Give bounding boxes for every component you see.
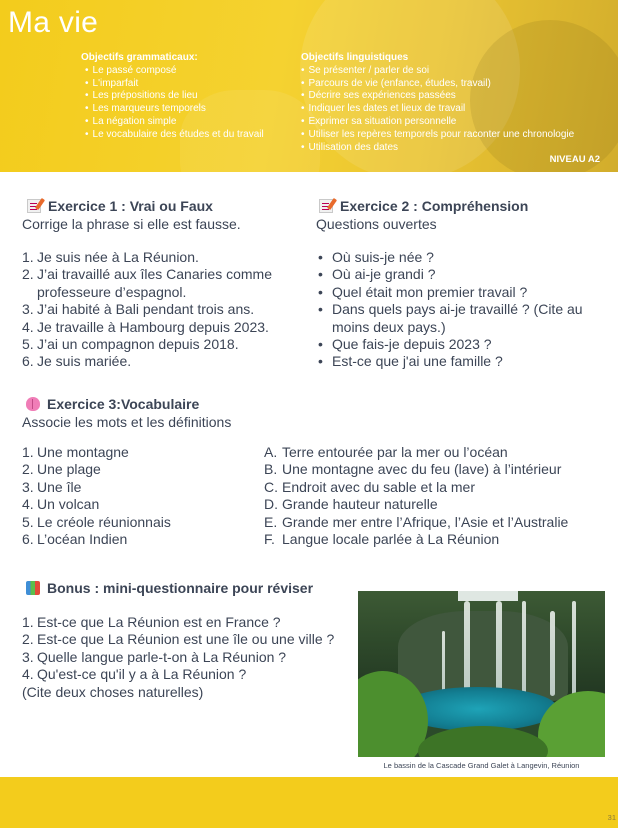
list-item: 5. J’ai un compagnon depuis 2018. [22,336,239,353]
list-item: • Quel était mon premier travail ? [318,283,528,300]
linguistic-objectives-heading: Objectifs linguistiques [301,52,409,63]
bonus-note: (Cite deux choses naturelles) [22,684,204,700]
exercise-1-instruction: Corrige la phrase si elle est fausse. [22,216,241,232]
list-item: 4. Je travaille à Hambourg depuis 2023. [22,318,269,335]
list-item: • Où ai-je grandi ? [318,266,436,283]
objective-item: • Le passé composé [81,65,264,78]
footer-band [0,777,618,828]
objective-item: • Le vocabulaire des études et du travail [81,129,264,142]
linguistic-objectives [301,52,574,154]
list-item: A. Terre entourée par la mer ou l’océan [264,444,508,460]
page-number: 31 [607,813,616,822]
list-item: 3. Quelle langue parle-t-on à La Réunion ? [22,648,287,665]
list-item: 5. Le créole réunionnais [22,513,171,530]
objective-item: • Utilisation des dates [301,142,574,155]
objective-item: • L'imparfait [81,78,264,91]
list-item: 2. Une plage [22,461,101,478]
bonus-list [22,614,352,684]
objective-item: • Utiliser les repères temporels pour raconter une chronologie [301,129,574,142]
exercise-3-title [26,396,199,412]
list-item: E. Grande mer entre l’Afrique, l’Asie et l’Australie [264,513,569,530]
list-item: 4. Un volcan [22,496,100,513]
brain-icon [26,397,40,411]
objective-item: • Les prépositions de lieu [81,90,264,103]
books-icon [26,581,40,595]
list-item: D. Grande hauteur naturelle [264,496,438,513]
objective-item: • Exprimer sa situation personnelle [301,116,574,129]
exercise-1-title [27,198,213,214]
grammar-objectives-list [81,65,264,142]
page-title: Ma vie [8,6,99,39]
objective-item: • Indiquer les dates et lieux de travail [301,103,574,116]
list-item: 6. L’océan Indien [22,531,128,548]
list-item: • Dans quels pays ai-je travaillé ? (Cite au moins deux pays.) [318,301,583,335]
linguistic-objectives-list [301,65,574,155]
exercise-3-title-text: Exercice 3:Vocabulaire [47,396,200,412]
bonus-title-text: Bonus : mini-questionnaire pour réviser [47,580,314,596]
header-banner [0,0,618,172]
list-item: 1. Une montagne [22,444,129,460]
memo-icon [319,199,333,213]
vocabulary-definitions-list [264,444,604,548]
list-item: 6. Je suis mariée. [22,353,132,370]
objective-item: • La négation simple [81,116,264,129]
exercise-2-title [319,198,528,214]
list-item: 2. Est-ce que La Réunion est une île ou une ville ? [22,631,335,648]
list-item: 3. J’ai habité à Bali pendant trois ans. [22,301,255,318]
list-item: 2. J’ai travaillé aux îles Canaries comme professeure d’espagnol. [22,266,272,300]
exercise-1-title-text: Exercice 1 : Vrai ou Faux [48,198,213,214]
list-item: 1. Est-ce que La Réunion est en France ? [22,614,281,630]
objective-item: • Se présenter / parler de soi [301,65,574,78]
list-item: 3. Une île [22,478,82,495]
exercise-2-instruction: Questions ouvertes [316,216,437,232]
bonus-title [26,580,313,596]
list-item: • Que fais-je depuis 2023 ? [318,336,492,353]
vocabulary-words-list [22,444,242,548]
list-item: • Où suis-je née ? [318,249,434,265]
exercise-2-title-text: Exercice 2 : Compréhension [340,198,529,214]
objective-item: • Parcours de vie (enfance, études, travail) [301,78,574,91]
objective-item: • Les marqueurs temporels [81,103,264,116]
level-badge: NIVEAU A2 [549,154,600,165]
list-item: C. Endroit avec du sable et la mer [264,478,475,495]
list-item: F. Langue locale parlée à La Réunion [264,531,500,548]
grammar-objectives [81,52,264,142]
list-item: 1. Je suis née à La Réunion. [22,249,199,265]
exercise-3-instruction: Associe les mots et les définitions [22,414,232,430]
waterfall-photo [358,591,605,757]
objective-item: • Décrire ses expériences passées [301,90,574,103]
grammar-objectives-heading: Objectifs grammaticaux: [81,52,198,63]
list-item: • Est-ce que j'ai une famille ? [318,353,503,370]
exercise-1-list [22,249,297,371]
exercise-2-list [316,249,596,371]
list-item: B. Une montagne avec du feu (lave) à l’intérieur [264,461,562,478]
memo-icon [27,199,41,213]
list-item: 4. Qu'est-ce qu'il y a à La Réunion ? [22,666,247,683]
photo-caption: Le bassin de la Cascade Grand Galet à Langevin, Réunion [383,761,580,770]
